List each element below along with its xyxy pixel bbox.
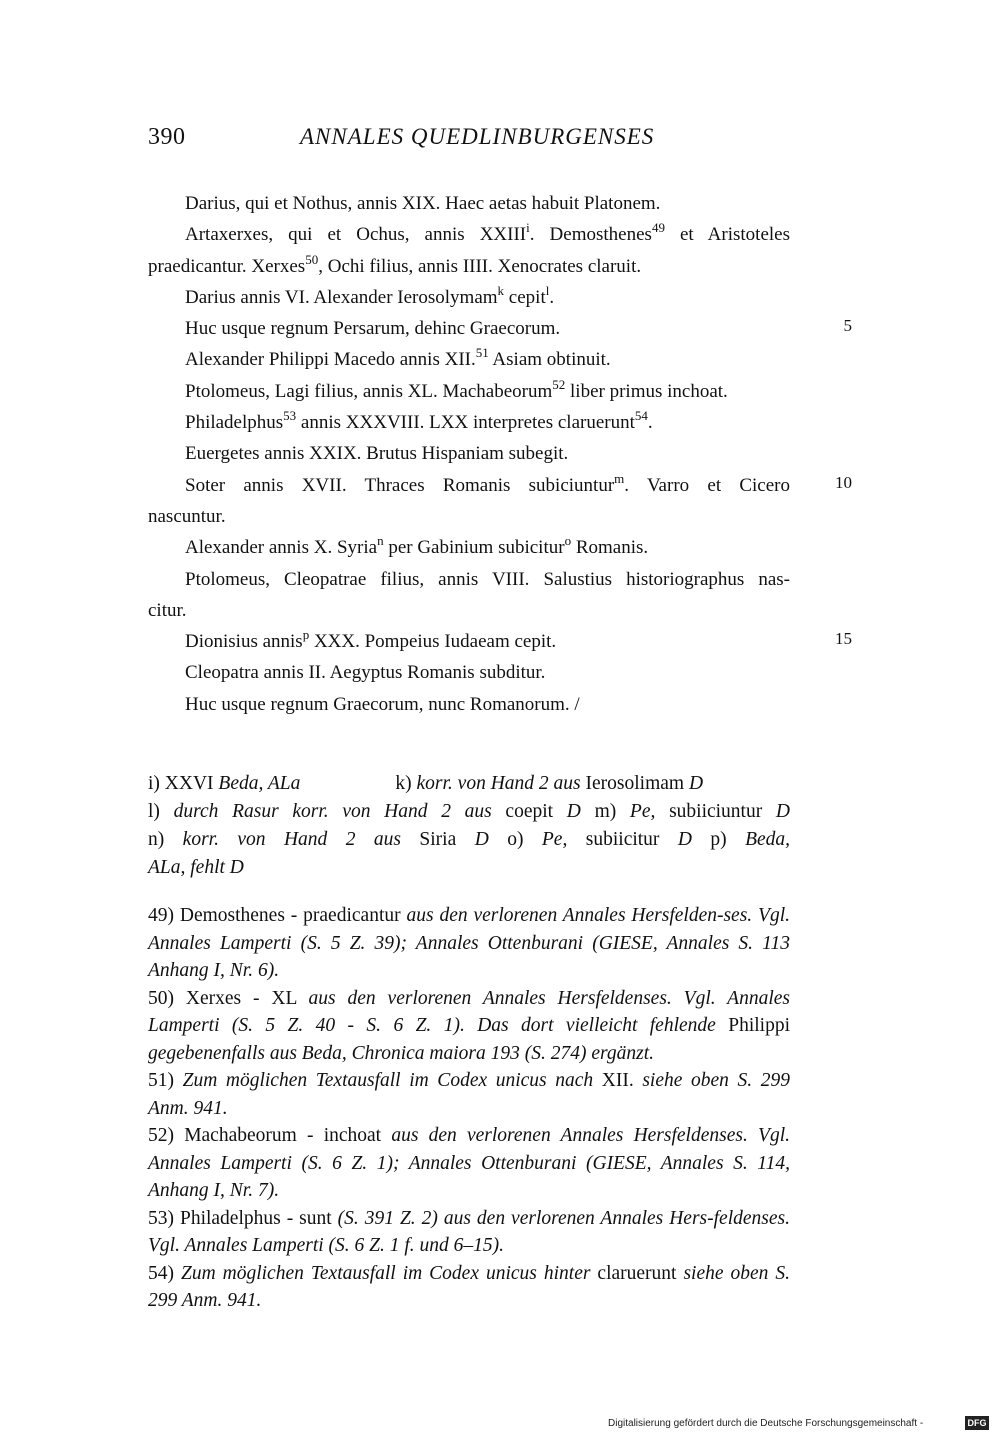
text-line-5: Huc usque regnum Persarum, dehinc Graecorum. — [185, 318, 561, 340]
main-text — [148, 188, 790, 720]
page-number: 390 — [148, 124, 186, 150]
dfg-logo: DFG — [965, 1416, 989, 1430]
apparatus-line-4: ALa, fehlt D — [148, 857, 244, 878]
endnotes — [148, 902, 790, 1315]
text-line-10: Soter annis XVII. Thraces Romanis subiciuntur$^m$. Varro et Cicero — [185, 470, 791, 496]
line-number-10: 10 — [835, 473, 852, 492]
text-line-6: Alexander Philippi Macedo annis XII.$^{51}$ Asiam obtinuit. — [185, 345, 611, 371]
text-line-14: citur. — [148, 599, 187, 621]
text-line-11: nascuntur. — [148, 505, 226, 527]
text-line-15: Dionisius annis$^p$ XXX. Pompeius Iudaeam cepit. — [185, 627, 557, 653]
critical-apparatus — [148, 770, 790, 882]
line-number-5: 5 — [843, 316, 852, 335]
note-52: 52) Machabeorum - inchoat aus den verlorenen Annales Hersfeldenses. Vgl. Annales Lamperti (S. 6 Z. 1); Annales Ottenburani (GIESE, Annales S. 114, Anhang I, Nr. 7). — [148, 1125, 790, 1201]
apparatus-line-2: l) durch Rasur korr. von Hand 2 aus coepit D m) Pe, subiiciuntur D — [148, 801, 791, 822]
note-54: 54) Zum möglichen Textausfall im Codex unicus hinter claruerunt siehe oben S. 299 Anm. 941. — [148, 1262, 790, 1311]
text-line-16: Cleopatra annis II. Aegyptus Romanis subditur. — [185, 662, 546, 684]
text-line-7: Ptolomeus, Lagi filius, annis XL. Machabeorum$^{52}$ liber primus inchoat. — [185, 376, 728, 402]
text-line-1: Darius, qui et Nothus, annis XIX. Haec aetas habuit Platonem. — [185, 193, 661, 214]
text-line-17: Huc usque regnum Graecorum, nunc Romanorum. / — [185, 693, 580, 715]
text-line-8: Philadelphus$^{53}$ annis XXXVIII. LXX interpretes claruerunt$^{54}$. — [185, 408, 653, 434]
note-51: 51) Zum möglichen Textausfall im Codex unicus nach XII. siehe oben S. 299 Anm. 941. — [148, 1070, 790, 1119]
text-line-13: Ptolomeus, Cleopatrae filius, annis VIII. Salustius historiographus nas- — [185, 568, 790, 590]
note-53: 53) Philadelphus - sunt (S. 391 Z. 2) aus den verlorenen Annales Hers-feldenses. Vgl. Annales Lamperti (S. 6 Z. 1 f. und 6–15). — [148, 1207, 790, 1256]
running-title: ANNALES QUEDLINBURGENSES — [300, 124, 655, 149]
line-number-15: 15 — [835, 629, 852, 648]
text-line-4: Darius annis VI. Alexander Ierosolymam$^k$ cepit$^l$. — [185, 282, 555, 308]
note-50: 50) Xerxes - XL aus den verlorenen Annales Hersfeldenses. Vgl. Annales Lamperti (S. 5 Z. 40 - S. 6 Z. 1). Das dort vielleicht fehlende Philippi gegebenenfalls aus Beda, Chronica maiora 193 (S. 274) ergänzt. — [148, 987, 790, 1064]
text-line-9: Euergetes annis XXIX. Brutus Hispaniam subegit. — [185, 443, 569, 465]
text-line-12: Alexander annis X. Syria$^n$ per Gabinium subicitur$^o$ Romanis. — [185, 533, 649, 559]
text-line-3: praedicantur. Xerxes$^{50}$, Ochi filius, annis IIII. Xenocrates claruit. — [148, 251, 642, 277]
apparatus-line-3: n) korr. von Hand 2 aus Siria D o) Pe, subiicitur D p) Beda, — [148, 829, 791, 850]
note-49: 49) Demosthenes - praedicantur aus den verlorenen Annales Hersfelden-ses. Vgl. Annales Lamperti (S. 5 Z. 39); Annales Ottenburani (GIESE, Annales S. 113 Anhang I, Nr. 6). — [148, 905, 791, 981]
digitization-credit: Digitalisierung gefördert durch die Deutsche Forschungsgemeinschaft - — [608, 1418, 924, 1429]
text-line-2: Artaxerxes, qui et Ochus, annis XXIII$^i$. Demosthenes$^{49}$ et Aristoteles — [185, 220, 791, 246]
apparatus-line-1: i) XXVI Beda, ALa k) korr. von Hand 2 aus Ierosolimam D — [148, 773, 704, 794]
